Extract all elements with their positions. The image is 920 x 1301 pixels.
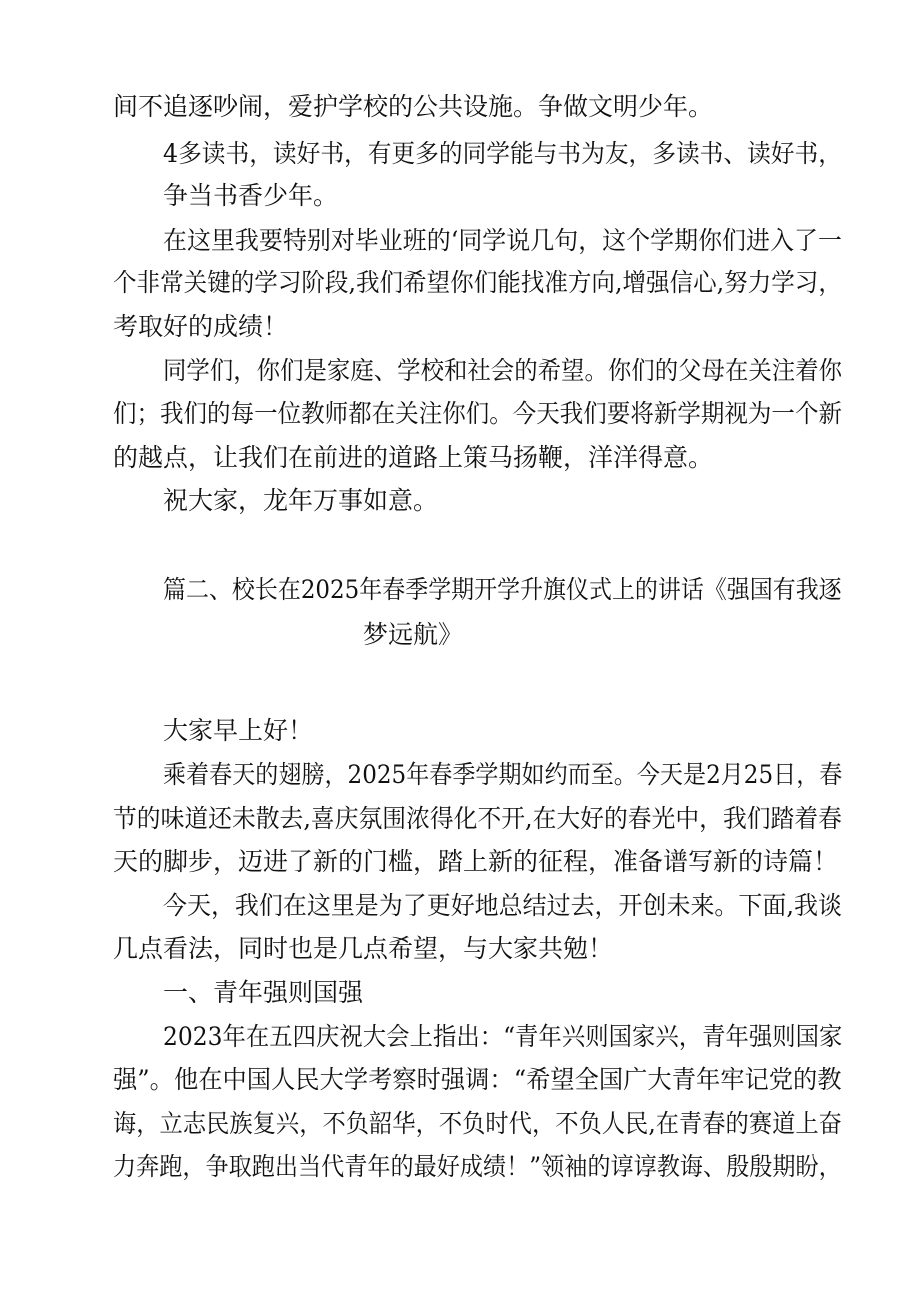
section-title-continued: 梦远航》: [363, 620, 464, 649]
text-line: 同学们，你们是家庭、学校和社会的希望。你们的父母在关注着你: [163, 356, 843, 385]
text-line: 争当书香少年。: [163, 181, 339, 210]
text-line: 天的脚步，迈进了新的门槛，踏上新的征程，准备谱写新的诗篇！: [113, 847, 839, 876]
text-line: 诲，立志民族复兴，不负韶华，不负时代，不负人民,在青春的赛道上奋: [113, 1109, 842, 1138]
text-line: 今天，我们在这里是为了更好地总结过去，开创未来。下面,我谈: [163, 891, 842, 920]
text-line: 间不追逐吵闹，爱护学校的公共设施。争做文明少年。: [113, 92, 714, 121]
text-line: 的越点，让我们在前进的道路上策马扬鞭，洋洋得意。: [113, 443, 714, 472]
text-line: 个非常关键的学习阶段,我们希望你们能找准方向,增强信心,努力学习，: [113, 268, 842, 297]
text-line: 祝大家，龙年万事如意。: [163, 486, 439, 515]
subheading: 一、青年强则国强: [163, 978, 364, 1007]
text-line: 考取好的成绩！: [113, 312, 289, 341]
text-line: 乘着春天的翅膀，2025年春季学期如约而至。今天是2月25日，春: [163, 760, 843, 789]
text-line: 力奔跑，争取跑出当代青年的最好成绩！”领袖的谆谆教诲、殷殷期盼，: [113, 1152, 842, 1181]
text-line: 强”。他在中国人民大学考察时强调：“希望全国广大青年牢记党的教: [113, 1065, 842, 1094]
text-line: 节的味道还未散去,喜庆氛围浓得化不开,在大好的春光中，我们踏着春: [113, 804, 842, 833]
greeting-line: 大家早上好！: [163, 716, 314, 745]
text-line: 4多读书，读好书，有更多的同学能与书为友，多读书、读好书，: [163, 139, 842, 168]
text-line: 几点看法，同时也是几点希望，与大家共勉！: [113, 934, 614, 963]
text-line: 在这里我要特别对毕业班的‘同学说几句，这个学期你们进入了一: [163, 226, 842, 255]
text-line: 们；我们的每一位教师都在关注你们。今天我们要将新学期视为一个新: [113, 399, 842, 428]
text-line: 2023年在五四庆祝大会上指出：“青年兴则国家兴，青年强则国家: [163, 1022, 843, 1051]
section-title: 篇二、校长在2025年春季学期开学升旗仪式上的讲话《强国有我逐: [163, 575, 842, 604]
